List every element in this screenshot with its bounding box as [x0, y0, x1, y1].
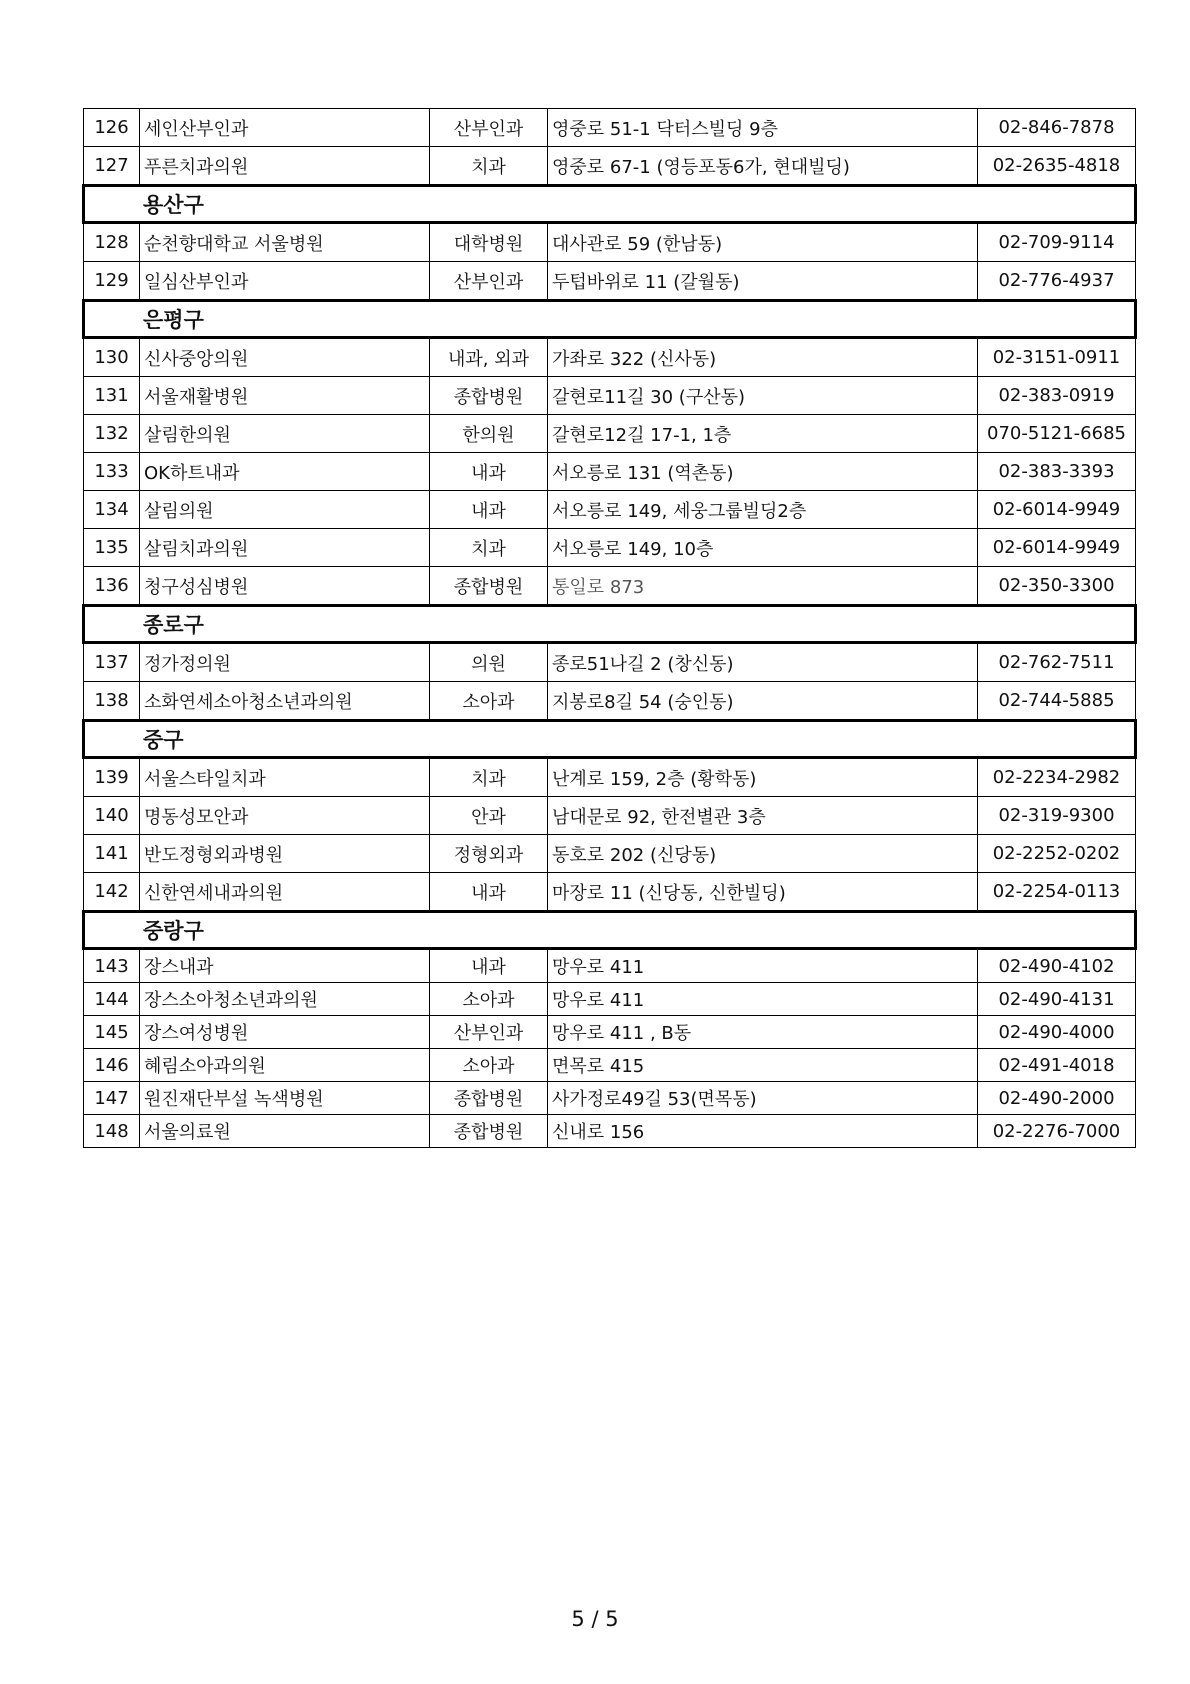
phone-number: 02-709-9114: [978, 223, 1136, 262]
table-row: [84, 758, 1136, 797]
facility-name: OK하트내과: [140, 453, 430, 491]
address: 서오릉로 149, 10층: [548, 529, 978, 567]
address: 신내로 156: [548, 1115, 978, 1148]
address: 마장로 11 (신당동, 신한빌딩): [548, 873, 978, 912]
row-number: 137: [84, 643, 140, 682]
address: 통일로 873: [548, 567, 978, 606]
phone-number: 02-490-4131: [978, 983, 1136, 1016]
address: 종로51나길 2 (창신동): [548, 643, 978, 682]
facility-name: 살림한의원: [140, 415, 430, 453]
department: 치과: [430, 147, 548, 186]
address: 서오릉로 131 (역촌동): [548, 453, 978, 491]
department: 의원: [430, 643, 548, 682]
department: 내과: [430, 453, 548, 491]
facility-name: 명동성모안과: [140, 797, 430, 835]
department: 내과: [430, 873, 548, 912]
address: 사가정로49길 53(면목동): [548, 1082, 978, 1115]
phone-number: 02-6014-9949: [978, 529, 1136, 567]
district-title: 중랑구: [84, 912, 1136, 949]
department: 종합병원: [430, 1082, 548, 1115]
facility-name: 혜림소아과의원: [140, 1049, 430, 1082]
phone-number: 02-490-2000: [978, 1082, 1136, 1115]
facility-name: 푸른치과의원: [140, 147, 430, 186]
table-row: [84, 835, 1136, 873]
row-number: 126: [84, 109, 140, 147]
district-header-row: [84, 606, 1136, 643]
district-header-row: [84, 912, 1136, 949]
address: 서오릉로 149, 세웅그룹빌딩2층: [548, 491, 978, 529]
row-number: 131: [84, 377, 140, 415]
row-number: 128: [84, 223, 140, 262]
table-row: [84, 949, 1136, 983]
address: 갈현로11길 30 (구산동): [548, 377, 978, 415]
row-number: 136: [84, 567, 140, 606]
row-number: 143: [84, 949, 140, 983]
facility-name: 서울재활병원: [140, 377, 430, 415]
district-title: 은평구: [84, 301, 1136, 338]
phone-number: 02-490-4102: [978, 949, 1136, 983]
phone-number: 02-350-3300: [978, 567, 1136, 606]
facility-name: 원진재단부설 녹색병원: [140, 1082, 430, 1115]
phone-number: 02-491-4018: [978, 1049, 1136, 1082]
department: 치과: [430, 529, 548, 567]
table-row: [84, 983, 1136, 1016]
phone-number: 02-6014-9949: [978, 491, 1136, 529]
phone-number: 02-2276-7000: [978, 1115, 1136, 1148]
phone-number: 02-2635-4818: [978, 147, 1136, 186]
phone-number: 02-383-0919: [978, 377, 1136, 415]
page-number: 5 / 5: [571, 1607, 619, 1631]
phone-number: 02-2234-2982: [978, 758, 1136, 797]
address: 대사관로 59 (한남동): [548, 223, 978, 262]
phone-number: 02-744-5885: [978, 682, 1136, 721]
address: 면목로 415: [548, 1049, 978, 1082]
table-row: [84, 338, 1136, 377]
address: 두텁바위로 11 (갈월동): [548, 262, 978, 301]
row-number: 144: [84, 983, 140, 1016]
facility-name: 청구성심병원: [140, 567, 430, 606]
department: 종합병원: [430, 567, 548, 606]
department: 안과: [430, 797, 548, 835]
table-row: [84, 682, 1136, 721]
phone-number: 070-5121-6685: [978, 415, 1136, 453]
department: 산부인과: [430, 109, 548, 147]
table-row: [84, 491, 1136, 529]
district-title: 중구: [84, 721, 1136, 758]
facility-name: 살림의원: [140, 491, 430, 529]
address: 영중로 51-1 닥터스빌딩 9층: [548, 109, 978, 147]
department: 정형외과: [430, 835, 548, 873]
facility-name: 장스내과: [140, 949, 430, 983]
table-row: [84, 1115, 1136, 1148]
row-number: 129: [84, 262, 140, 301]
district-header-row: [84, 721, 1136, 758]
department: 내과, 외과: [430, 338, 548, 377]
table-row: [84, 1082, 1136, 1115]
row-number: 133: [84, 453, 140, 491]
row-number: 130: [84, 338, 140, 377]
phone-number: 02-3151-0911: [978, 338, 1136, 377]
department: 치과: [430, 758, 548, 797]
hospital-list-table: [82, 108, 1137, 1148]
table-row: [84, 223, 1136, 262]
facility-name: 서울의료원: [140, 1115, 430, 1148]
department: 소아과: [430, 1049, 548, 1082]
table-row: [84, 1049, 1136, 1082]
table-row: [84, 797, 1136, 835]
row-number: 141: [84, 835, 140, 873]
facility-name: 장스여성병원: [140, 1016, 430, 1049]
address: 망우로 411: [548, 949, 978, 983]
row-number: 135: [84, 529, 140, 567]
facility-name: 서울스타일치과: [140, 758, 430, 797]
table-row: [84, 262, 1136, 301]
facility-name: 반도정형외과병원: [140, 835, 430, 873]
table-row: [84, 1016, 1136, 1049]
row-number: 127: [84, 147, 140, 186]
row-number: 132: [84, 415, 140, 453]
table-row: [84, 453, 1136, 491]
phone-number: 02-846-7878: [978, 109, 1136, 147]
phone-number: 02-2254-0113: [978, 873, 1136, 912]
address: 난계로 159, 2층 (황학동): [548, 758, 978, 797]
address: 망우로 411: [548, 983, 978, 1016]
row-number: 147: [84, 1082, 140, 1115]
address: 동호로 202 (신당동): [548, 835, 978, 873]
department: 산부인과: [430, 262, 548, 301]
facility-name: 신사중앙의원: [140, 338, 430, 377]
phone-number: 02-490-4000: [978, 1016, 1136, 1049]
row-number: 138: [84, 682, 140, 721]
table-row: [84, 109, 1136, 147]
phone-number: 02-383-3393: [978, 453, 1136, 491]
department: 종합병원: [430, 377, 548, 415]
row-number: 142: [84, 873, 140, 912]
facility-name: 장스소아청소년과의원: [140, 983, 430, 1016]
facility-name: 살림치과의원: [140, 529, 430, 567]
row-number: 145: [84, 1016, 140, 1049]
address: 갈현로12길 17-1, 1층: [548, 415, 978, 453]
facility-name: 일심산부인과: [140, 262, 430, 301]
table-row: [84, 377, 1136, 415]
facility-name: 신한연세내과의원: [140, 873, 430, 912]
row-number: 140: [84, 797, 140, 835]
department: 내과: [430, 491, 548, 529]
department: 내과: [430, 949, 548, 983]
row-number: 148: [84, 1115, 140, 1148]
phone-number: 02-776-4937: [978, 262, 1136, 301]
department: 종합병원: [430, 1115, 548, 1148]
district-title: 용산구: [84, 186, 1136, 223]
address: 영중로 67-1 (영등포동6가, 현대빌딩): [548, 147, 978, 186]
facility-name: 소화연세소아청소년과의원: [140, 682, 430, 721]
row-number: 134: [84, 491, 140, 529]
address: 가좌로 322 (신사동): [548, 338, 978, 377]
table-row: [84, 567, 1136, 606]
phone-number: 02-762-7511: [978, 643, 1136, 682]
department: 대학병원: [430, 223, 548, 262]
row-number: 139: [84, 758, 140, 797]
facility-name: 세인산부인과: [140, 109, 430, 147]
row-number: 146: [84, 1049, 140, 1082]
address: 지봉로8길 54 (숭인동): [548, 682, 978, 721]
table-row: [84, 643, 1136, 682]
district-header-row: [84, 301, 1136, 338]
department: 소아과: [430, 682, 548, 721]
district-header-row: [84, 186, 1136, 223]
table-row: [84, 873, 1136, 912]
department: 한의원: [430, 415, 548, 453]
address: 남대문로 92, 한전별관 3층: [548, 797, 978, 835]
address: 망우로 411 , B동: [548, 1016, 978, 1049]
table-body: [84, 109, 1136, 1148]
table-row: [84, 529, 1136, 567]
facility-name: 순천향대학교 서울병원: [140, 223, 430, 262]
table-row: [84, 415, 1136, 453]
department: 소아과: [430, 983, 548, 1016]
department: 산부인과: [430, 1016, 548, 1049]
facility-name: 정가정의원: [140, 643, 430, 682]
table-row: [84, 147, 1136, 186]
district-title: 종로구: [84, 606, 1136, 643]
hospital-list-table-container: [82, 108, 1134, 1148]
phone-number: 02-319-9300: [978, 797, 1136, 835]
phone-number: 02-2252-0202: [978, 835, 1136, 873]
